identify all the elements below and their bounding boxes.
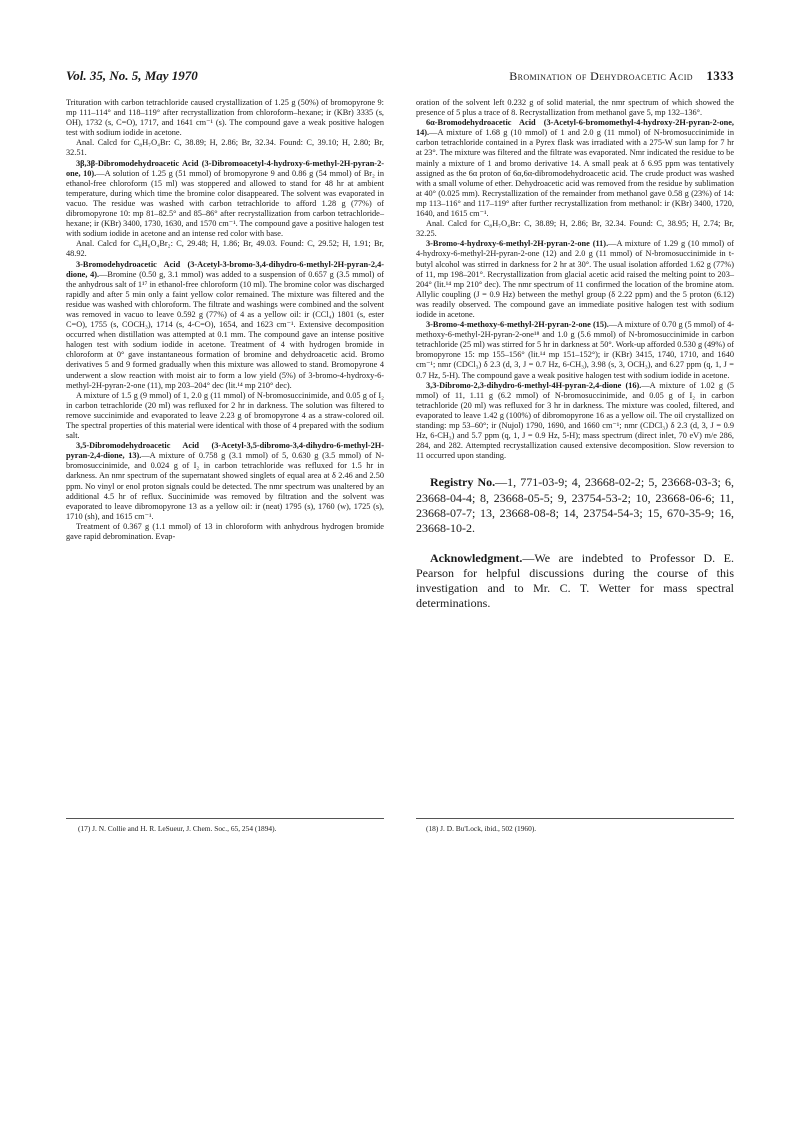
- procedure-heading: 3-Bromo-4-hydroxy-6-methyl-2H-pyran-2-one (11).: [426, 239, 609, 249]
- procedure-paragraph: [416, 239, 734, 320]
- left-column: [66, 98, 384, 542]
- running-title: Bromination of Dehydroacetic Acid: [509, 69, 693, 83]
- acknowledgment-heading: Acknowledgment.: [430, 550, 523, 565]
- journal-citation: Vol. 35, No. 5, May 1970: [66, 68, 198, 83]
- procedure-heading: 3,3-Dibromo-2,3-dihydro-6-methyl-4H-pyran-2,4-dione (16).: [426, 380, 642, 390]
- procedure-paragraph: [66, 441, 384, 522]
- procedure-paragraph: [66, 159, 384, 240]
- registry-body: —1, 771-03-9; 4, 23668-02-2; 5, 23668-03-3; 6, 23668-04-4; 8, 23668-05-5; 9, 23754-53-2; 10, 23668-06-6; 11, 23668-07-7; 13, 23668-08-8; 14, 23754-54-3; 15, 670-35-9; 16, 23668-10-2.: [416, 475, 735, 536]
- footnote-divider: [66, 818, 384, 819]
- procedure-heading: 3β,3β-Dibromodehydroacetic Acid (3-Dibromoacetyl-4-hydroxy-6-methyl-2H-pyran-2-one, 10).: [66, 158, 384, 178]
- acknowledgment-body: —We are indebted to Professor D. E. Pearson for helpful discussions during the course of this investigation and to Mr. C. T. Wetter for mass spectral determinations.: [416, 550, 734, 611]
- footnote: (17) J. N. Collie and H. R. LeSueur, J. Chem. Soc., 65, 254 (1894).: [78, 824, 277, 833]
- procedure-body: —Bromine (0.50 g, 3.1 mmol) was added to a suspension of 0.657 g (3.5 mmol) of the anhydrous salt of 1¹⁷ in ethanol-free chloroform (10 ml). The bromine color was discharged rapidly and after 5 min only a faint yellow color remained. The mixture was filtered and the residue was washed with chloroform. The filtrate and washings were combined and the solvent was removed in vacuo to leave 0.592 g (77%) of 4 as a yellow oil: ir (CCl₄) 1801 (s, ester C=O), 1755 (s, COCH₃), 1714 (s, 4-C=O), 1654, and 1623 cm⁻¹. Extensive decomposition occurred when distillation was attempted at 0.1 mm. The compound gave an intense positive halogen test with sodium iodide in acetone. Treatment of 4 with hydrogen bromide in chloroform at 0° gave instantaneous formation of bromine and dehydroacetic acid. Bromo derivatives 5 and 9 formed gradually when this mixture was allowed to stand. Bromopyrone 4 underwent a slow reaction with moist air to form a low yield (5%) of 3-bromo-4-hydroxy-6-methyl-2H-pyran-2-one (11), mp 203–204° dec (lit.¹⁴ mp 210° dec).: [66, 269, 385, 390]
- analysis-paragraph: Anal. Calcd for C₈H₇O₄Br: C, 38.89; H, 2.86; Br, 32.34. Found: C, 39.10; H, 2.80; Br, 32.51.: [66, 138, 384, 158]
- procedure-heading: 3-Bromo-4-methoxy-6-methyl-2H-pyran-2-one (15).: [426, 320, 609, 330]
- footnote-divider: [416, 818, 734, 819]
- procedure-paragraph: [416, 118, 734, 219]
- procedure-body: —A mixture of 0.758 g (3.1 mmol) of 5, 0.630 g (3.5 mmol) of N-bromosuccinimide, and 0.024 g of I₂ in carbon tetrachloride was refluxed for 1.5 hr in darkness. An nmr spectrum of the supernatant showed singlets of equal area at δ 2.46 and 2.50 ppm. No vinyl or enol proton signals could be detected. The nmr spectrum was unaltered by an additional 4.5 hr of reflux. Succinimide was removed by filtration and the solvent was evaporated to leave dibromopyrone 13 as a yellow oil: ir (neat) 1795 (s), 1760 (w), 1725 (s), 1710 (sh), and 1615 cm⁻¹.: [66, 451, 384, 521]
- procedure-body: —A mixture of 1.29 g (10 mmol) of 4-hydroxy-6-methyl-2H-pyran-2-one (12) and 2.0 g (11 mmol) of N-bromosuccinimide in t-butyl alcohol was stirred in darkness for 2 hr at 30°. The usual isolation afforded 1.62 g (77%) of 11, mp 198–201°. Recrystallization from glacial acetic acid raised the melting point to 203–204° (lit.¹⁴ mp 210° dec). The nmr spectrum of 11 confirmed the location of the bromine atom. Allylic coupling (J = 0.9 Hz) between the methyl group (δ 2.22 ppm) and the 5 proton (6.12) was readily observed. The compound gave an immediate positive halogen test with sodium iodide in acetone.: [416, 239, 734, 319]
- procedure-paragraph: [416, 320, 734, 381]
- procedure-body: —A mixture of 1.68 g (10 mmol) of 1 and 2.0 g (11 mmol) of N-bromosuccinimide in carbon tetrachloride contained in a Pyrex flask was irradiated with a 275-W sun lamp for 7 hr at 23°. The mixture was filtered and the filtrate was evaporated. Nmr indicated the residue to be mainly a mixture of 1 and bromo derivative 14. A small peak at δ 6.95 ppm was tentatively assigned as the 6α proton of 6α,6α-dibromodehydroacetic acid. The crude product was washed with a small volume of ether. Dehydroacetic acid was removed from the residue by sublimation at 40° (0.025 mm). Recrystallization of the remainder from methanol gave 0.58 g (23%) of 14: mp 113–116° and 117–119° after further recrystallization from methanol: ir (KBr) 3400, 1720, 1640, and 1615 cm⁻¹.: [416, 128, 734, 219]
- running-header: [66, 68, 734, 88]
- analysis-paragraph: Anal. Calcd for C₈H₇O₄Br: C, 38.89; H, 2.86; Br, 32.34. Found: C, 38.95; H, 2.74; Br, 32.25.: [416, 219, 734, 239]
- procedure-body: —A solution of 1.25 g (51 mmol) of bromopyrone 9 and 0.86 g (54 mmol) of Br₂ in ethanol-free chloroform (15 ml) was stoppered and allowed to stand for 48 hr at ambient temperature, during which time the bromine color disappeared. The solvent was evaporated in vacuo. The residue was washed with carbon tetrachloride to afford 1.28 g (77%) of dibromopyrone 10: mp 81–82.5° and 85–86° after recrystallization from carbon tetrachloride–hexane; ir (KBr) 3400, 1730, 1630, and 1570 cm⁻¹. The compound gave a positive halogen test with sodium iodide in acetone and an intense red color with base.: [66, 168, 384, 239]
- procedure-body: —A mixture of 0.70 g (5 mmol) of 4-methoxy-6-methyl-2H-pyran-2-one¹⁸ and 1.0 g (5.6 mmol) of N-bromosuccinimide in carbon tetrachloride (25 ml) was stirred for 5 hr in darkness at 50°. Work-up afforded 0.530 g (49%) of bromopyrone 15: mp 155–156° (lit.¹⁴ mp 151–152°); ir (KBr) 3415, 1740, 1710, and 1640 cm⁻¹; nmr (CDCl₃) δ 2.3 (d, 3, J = 0.7 Hz, 6-CH₃), 3.98 (s, 3, OCH₃), and 6.27 ppm (q, 1, J = 0.7 Hz, 5-H). The compound gave a weak positive halogen test with sodium iodide in acetone.: [416, 320, 735, 380]
- acknowledgment: [416, 551, 734, 612]
- registry-heading: Registry No.: [430, 475, 496, 490]
- procedure-body: —A mixture of 1.02 g (5 mmol) of 11, 1.11 g (6.2 mmol) of N-bromosuccinimide, and 0.05 g of I₂ in carbon tetrachloride (20 ml) was refluxed for 3 hr in darkness. The mixture was cooled, filtered, and evaporated to leave 1.42 g (100%) of dibromopyrone 16 as a yellow oil. The oil crystallized on standing: mp 53–60°; ir (Nujol) 1790, 1690, and 1660 cm⁻¹; nmr (CDCl₃) δ 2.3 (d, 3, J = 0.9 Hz, 6-CH₃) and 5.7 ppm (q, 1, J = 0.9 Hz, 5-H); mass spectrum (direct inlet, 70 eV) m/e 286, 284, and 282. Attempted recrystallization caused extensive decomposition. Slow reversion to 11 occurred upon standing.: [416, 380, 734, 461]
- procedure-heading: 6α-Bromodehydroacetic Acid (3-Acetyl-6-bromomethyl-4-hydroxy-2H-pyran-2-one, 14).: [416, 118, 734, 138]
- paragraph: oration of the solvent left 0.232 g of solid material, the nmr spectrum of which showed the presence of 5 plus a trace of 8. Recrystallization from methanol gave 5, mp 132–136°.: [416, 98, 734, 118]
- procedure-paragraph: [66, 260, 384, 391]
- header-right: [509, 68, 734, 84]
- footnote: (18) J. D. Bu'Lock, ibid., 502 (1960).: [426, 824, 537, 833]
- analysis-paragraph: Anal. Calcd for C₈H₆O₄Br₂: C, 29.48; H, 1.86; Br, 49.03. Found: C, 29.52; H, 1.91; Br, 48.92.: [66, 239, 384, 259]
- paragraph: A mixture of 1.5 g (9 mmol) of 1, 2.0 g (11 mmol) of N-bromosuccinimide, and 0.05 g of I₂ in carbon tetrachloride (20 ml) was refluxed for 2 hr in darkness. The solution was filtered to remove succinimide and evaporated to leave 2.23 g of bromopyrone 4 as a straw-colored oil. The spectral properties of this material were identical with those of 4 prepared with the sodium salt.: [66, 390, 384, 441]
- registry-numbers: [416, 475, 734, 536]
- paragraph: Trituration with carbon tetrachloride caused crystallization of 1.25 g (50%) of bromopyrone 9: mp 111–114° and 118–119° after recrystallization from chloroform–hexane; ir (KBr) 3335 (s, OH), 1732 (s, C=O), 1717, and 1641 cm⁻¹ (s). The compound gave a weak positive halogen test with sodium iodide in acetone.: [66, 98, 384, 138]
- page-number: 1333: [706, 68, 734, 83]
- procedure-paragraph: [416, 381, 734, 462]
- right-column: [416, 98, 734, 612]
- procedure-heading: 3,5-Dibromodehydroacetic Acid (3-Acetyl-3,5-dibromo-3,4-dihydro-6-methyl-2H-pyran-2,4-dione, 13).: [66, 441, 384, 461]
- paragraph: Treatment of 0.367 g (1.1 mmol) of 13 in chloroform with anhydrous hydrogen bromide gave rapid debromination. Evap-: [66, 521, 384, 542]
- procedure-heading: 3-Bromodehydroacetic Acid (3-Acetyl-3-bromo-3,4-dihydro-6-methyl-2H-pyran-2,4-dione, 4).: [66, 259, 384, 279]
